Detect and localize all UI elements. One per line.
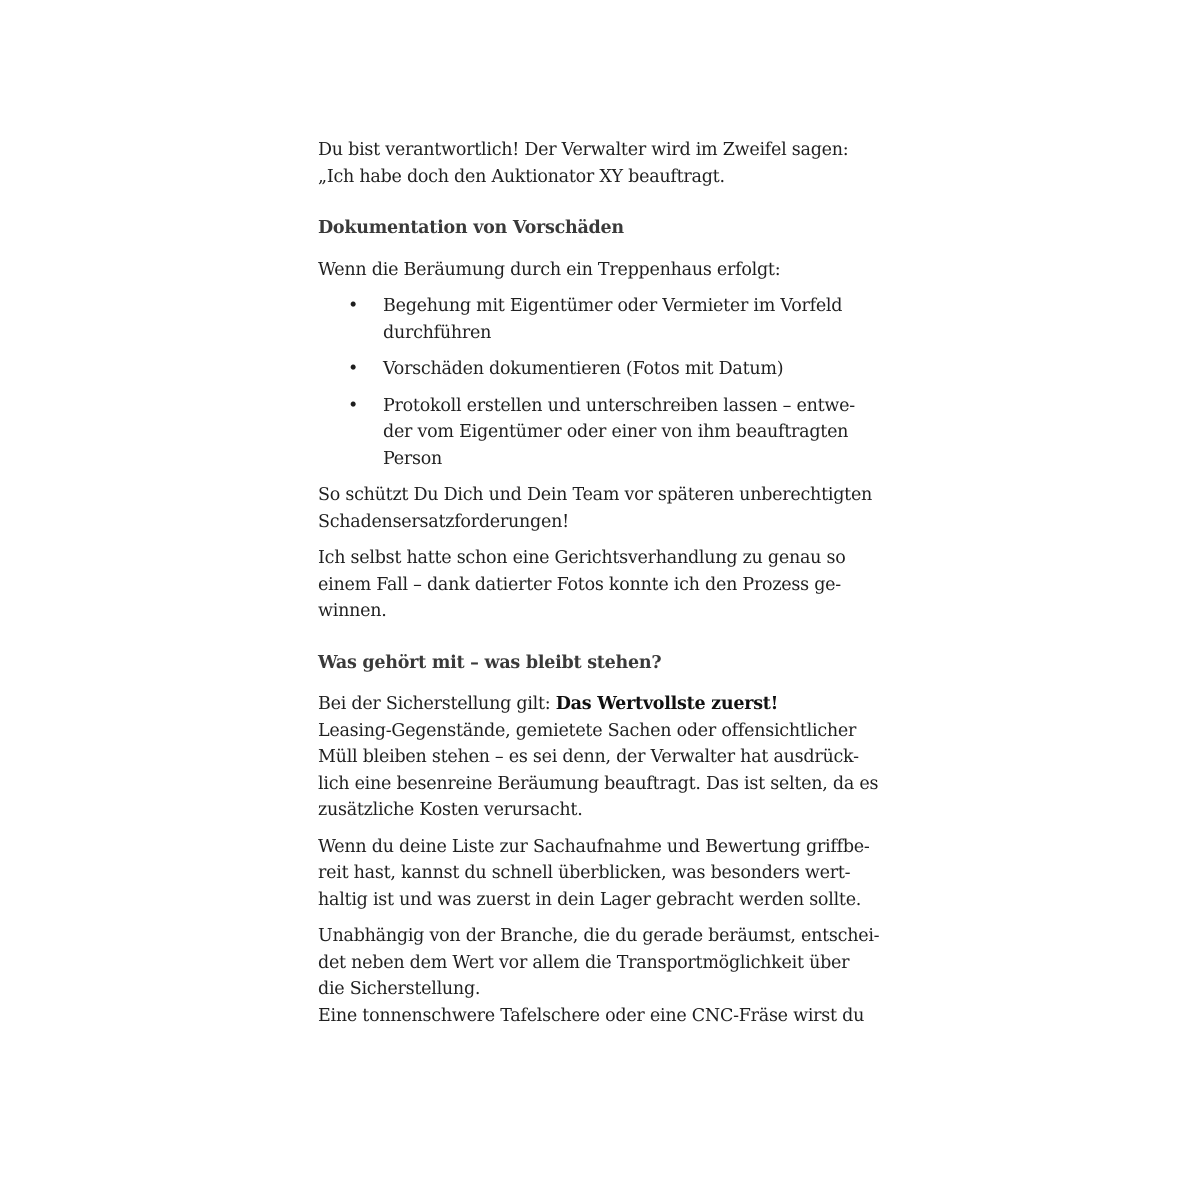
text-line: Leasing-Gegenstände, gemietete Sachen oder offensichtlicher xyxy=(318,720,857,741)
text-line: reit hast, kannst du schnell überblicken, was besonders wert- xyxy=(318,863,851,883)
text-line: Wenn die Beräumung durch ein Treppenhaus erfolgt: xyxy=(318,259,781,280)
list-item xyxy=(318,293,890,346)
bullet-glyph: • xyxy=(348,359,359,379)
inventory-list-paragraph xyxy=(318,834,890,914)
text-line: det neben dem Wert vor allem die Transportmöglichkeit über xyxy=(318,952,850,973)
text-line: lich eine besenreine Beräumung beauftragt. Das ist selten, da es xyxy=(318,773,879,794)
section1-lead xyxy=(318,257,890,284)
text-line: zusätzliche Kosten verursacht. xyxy=(318,800,583,820)
bullet-list xyxy=(318,293,890,472)
section-heading-was-gehoert-mit: Was gehört mit – was bleibt stehen? xyxy=(318,652,662,673)
text-line: Person xyxy=(383,448,442,469)
intro-paragraph xyxy=(318,137,890,190)
bullet-glyph: • xyxy=(348,296,359,316)
text-line: Wenn du deine Liste zur Sachaufnahme und Bewertung griffbe- xyxy=(318,836,870,857)
text-line xyxy=(318,691,890,718)
bullet-glyph: • xyxy=(348,395,359,416)
text-line: So schützt Du Dich und Dein Team vor späteren unberechtigten xyxy=(318,485,873,505)
text-line: die Sicherstellung. xyxy=(318,979,481,999)
protection-paragraph xyxy=(318,482,890,535)
text-line: haltig ist und was zuerst in dein Lager gebracht werden sollte. xyxy=(318,889,862,910)
document-page xyxy=(318,137,890,1029)
priority-emphasis: Das Wertvollste zuerst! xyxy=(555,694,779,714)
text-line: durchführen xyxy=(383,322,492,343)
text-line: „Ich habe doch den Auktionator XY beauftragt. xyxy=(318,166,725,187)
court-case-paragraph xyxy=(318,545,890,625)
text-line: Unabhängig von der Branche, die du gerade beräumst, entschei- xyxy=(318,926,880,946)
text-line: einem Fall – dank datierter Fotos konnte ich den Prozess ge- xyxy=(318,574,841,595)
text-line: Du bist verantwortlich! Der Verwalter wird im Zweifel sagen: xyxy=(318,140,849,160)
list-item xyxy=(318,393,890,473)
text-line: Begehung mit Eigentümer oder Vermieter im Vorfeld xyxy=(383,296,843,316)
text-line: Eine tonnenschwere Tafelschere oder eine CNC-Fräse wirst du xyxy=(318,1005,865,1026)
text-line: Müll bleiben stehen – es sei denn, der Verwalter hat ausdrück- xyxy=(318,747,859,767)
text-line: winnen. xyxy=(318,601,387,621)
priority-prefix: Bei der Sicherstellung gilt: xyxy=(318,694,556,714)
text-line: Ich selbst hatte schon eine Gerichtsverhandlung zu genau so xyxy=(318,548,846,568)
transport-paragraph xyxy=(318,923,890,1003)
text-line: Schadensersatzforderungen! xyxy=(318,511,569,532)
text-line: Protokoll erstellen und unterschreiben lassen – entwe- xyxy=(383,395,855,416)
list-item xyxy=(318,356,890,383)
section-heading-vorschaeden: Dokumentation von Vorschäden xyxy=(318,218,624,238)
heavy-machinery-paragraph xyxy=(318,1003,890,1030)
text-line: der vom Eigentümer oder einer von ihm beauftragten xyxy=(383,422,849,442)
text-line: Vorschäden dokumentieren (Fotos mit Datum) xyxy=(383,359,784,379)
priority-paragraph xyxy=(318,691,890,824)
